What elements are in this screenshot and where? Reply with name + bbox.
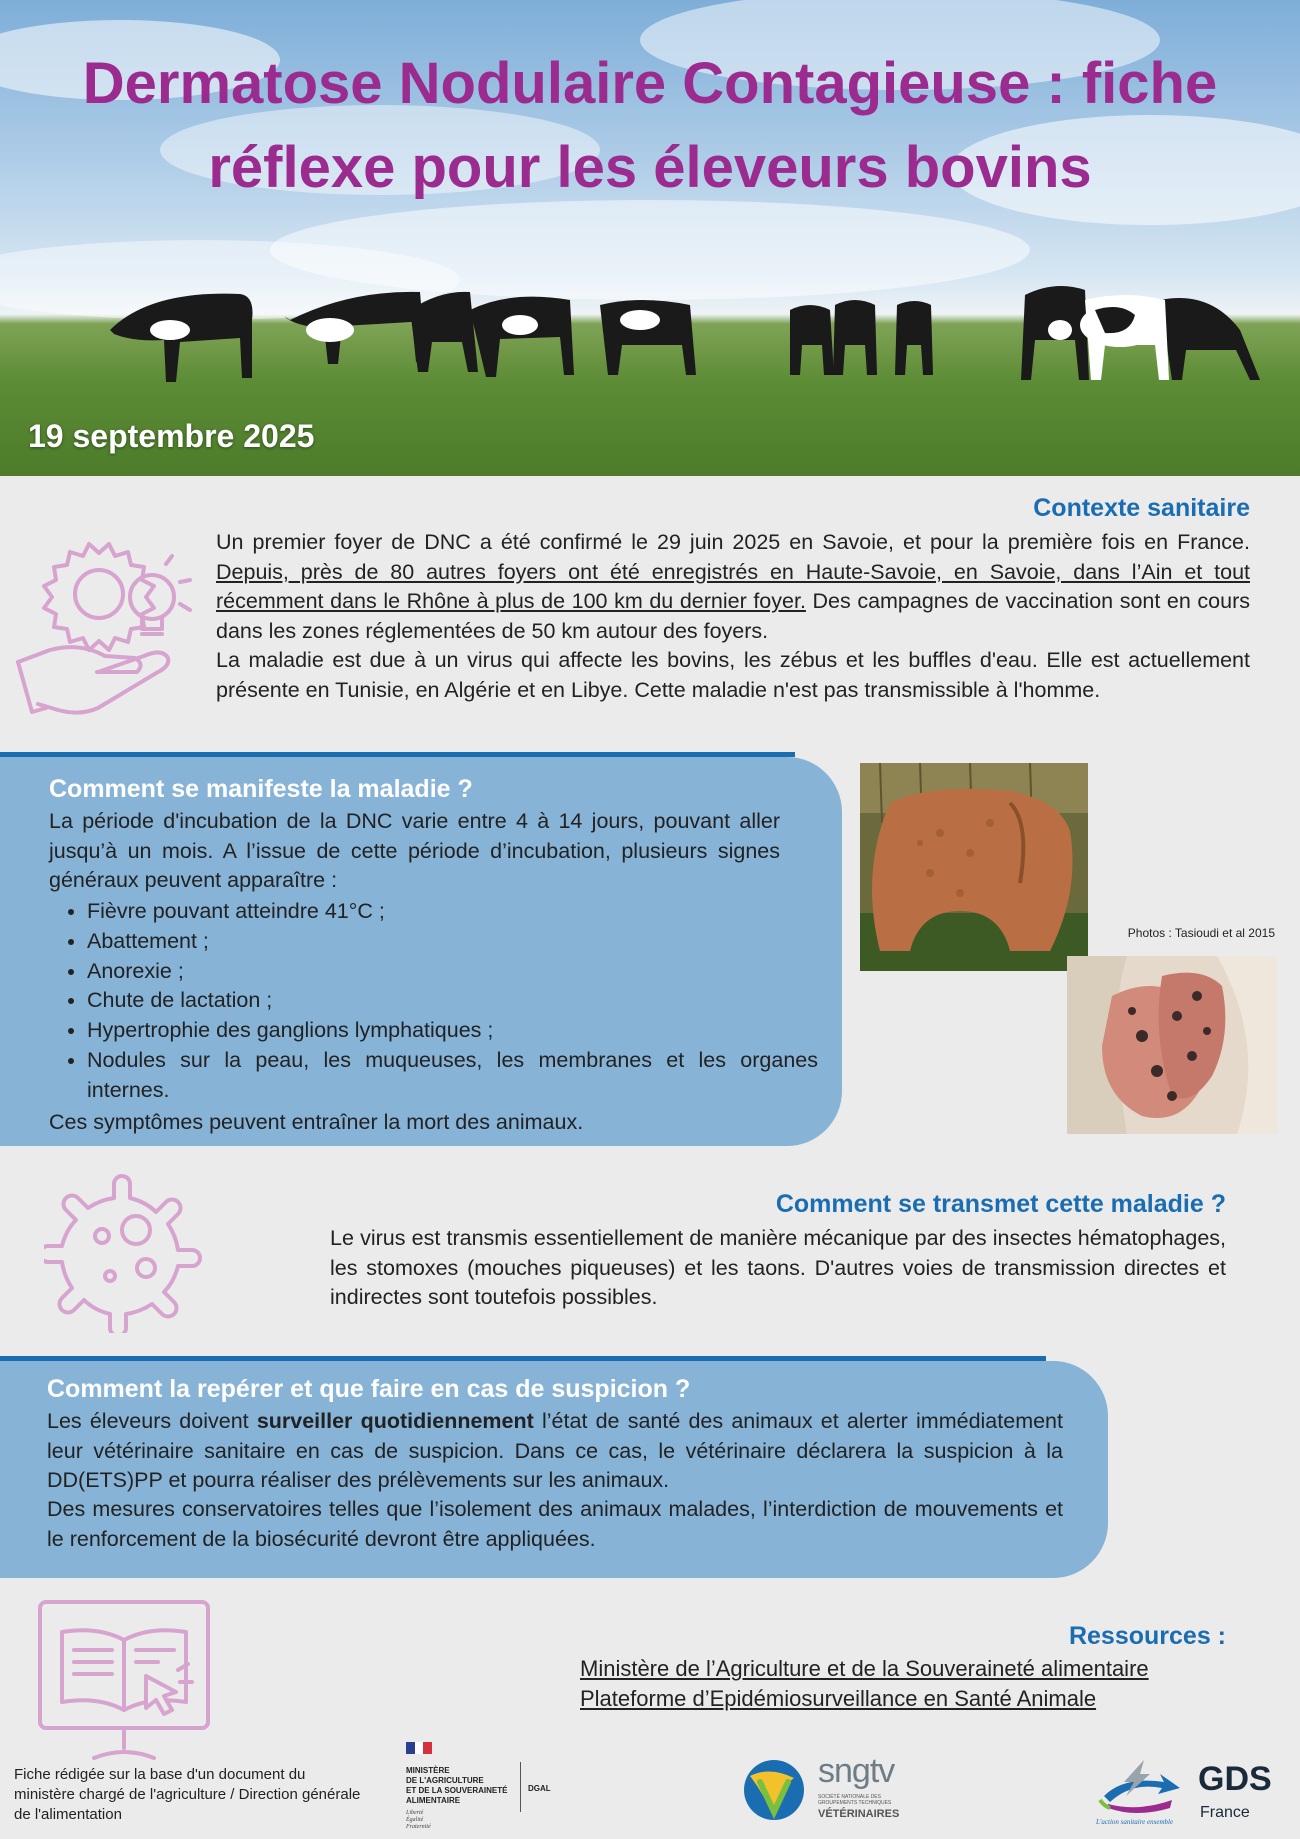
ministry-agriculture-link[interactable]: Ministère de l’Agriculture et de la Souveraineté alimentaire <box>580 1656 1149 1681</box>
gds-arrows-icon <box>1094 1756 1186 1816</box>
manifest-conclusion: Ces symptômes peuvent entraîner la mort des animaux. <box>49 1110 584 1134</box>
symptom-item: • Fièvre pouvant atteindre 41°C ; <box>87 897 818 927</box>
context-text-underlined: Depuis, près de 80 autres foyers ont été enregistrés en Haute-Savoie, en Savoie, dans l’Ain et tout récemment dans le Rhône à plus de 100 km du dernier foyer. <box>216 559 1250 613</box>
suspicion-heading: Comment la repérer et que faire en cas de suspicion ? <box>47 1375 691 1403</box>
ministry-logo <box>404 1742 554 1834</box>
gds-france-logo <box>1094 1756 1294 1834</box>
hero-banner <box>0 0 1300 476</box>
context-text-end: Des campagnes de vaccination sont en cours dans les zones réglementées de 50 km autour des foyers. <box>216 589 1250 643</box>
french-flag-icon <box>406 1742 432 1754</box>
ministry-motto <box>406 1810 431 1831</box>
ministry-line: MINISTÈRE <box>406 1766 450 1775</box>
page-title: Dermatose Nodulaire Contagieuse : fiche réflexe pour les éleveurs bovins <box>82 51 1218 200</box>
book-screen-cursor-icon <box>38 1600 210 1762</box>
symptom-list <box>49 897 818 1106</box>
virus-icon <box>44 1168 209 1333</box>
symptom-item: • Anorexie ; <box>87 957 818 987</box>
symptom-item: • Nodules sur la peau, les muqueuses, les membranes et les organes internes. <box>87 1046 818 1106</box>
photo-credit: Photos : Tasioudi et al 2015 <box>1127 926 1275 940</box>
ministry-line: DE L'AGRICULTURE <box>406 1776 484 1785</box>
motto-line: Liberté <box>406 1810 424 1816</box>
suspicion-paragraph-1 <box>47 1407 1063 1496</box>
manifest-panel <box>0 757 842 1146</box>
ministry-line: ALIMENTAIRE <box>406 1796 461 1805</box>
motto-line: Fraternité <box>406 1824 431 1830</box>
resources-links <box>580 1654 1240 1714</box>
gds-wordmark: GDS <box>1198 1760 1272 1798</box>
skin-nodules-photo <box>1067 956 1277 1134</box>
ministry-name <box>406 1766 508 1806</box>
gear-lightbulb-hand-icon <box>14 522 200 717</box>
sngtv-logo <box>742 1752 912 1827</box>
motto-line: Égalité <box>406 1817 424 1823</box>
dgal-label: DGAL <box>528 1784 551 1793</box>
publication-date: 19 septembre 2025 <box>28 418 315 454</box>
suspicion-paragraph-2: Des mesures conservatoires telles que l’isolement des animaux malades, l’interdiction de mouvements et le renforcement de la biosécurité devront être appliquées. <box>47 1497 1063 1551</box>
context-text-start: Un premier foyer de DNC a été confirmé le 29 juin 2025 en Savoie, et pour la première fois en France. <box>216 530 1250 554</box>
gds-tagline: L'action sanitaire ensemble <box>1096 1818 1174 1826</box>
suspicion-text-bold: surveiller quotidiennement <box>256 1409 534 1433</box>
symptom-item: • Hypertrophie des ganglions lymphatiques ; <box>87 1016 818 1046</box>
gds-france-text: France <box>1200 1804 1250 1821</box>
ministry-line: ET DE LA SOUVERAINETÉ <box>406 1786 508 1795</box>
footer-source-note: Fiche rédigée sur la base d'un document du ministère chargé de l'agriculture / Direction générale de l'alimentation <box>14 1766 361 1823</box>
symptom-item: • Chute de lactation ; <box>87 986 818 1016</box>
context-heading: Contexte sanitaire <box>1033 494 1250 522</box>
esa-platform-link[interactable]: Plateforme d’Epidémiosurveillance en Santé Animale <box>580 1686 1097 1711</box>
symptom-item: • Abattement ; <box>87 927 818 957</box>
suspicion-text-end: l’état de santé des animaux et alerter immédiatement leur vétérinaire sanitaire en cas de suspicion. Dans ce cas, le vétérinaire déclarera la suspicion à la DD(ETS)PP et pourra réaliser des prélèvements sur les animaux. <box>47 1409 1063 1492</box>
sngtv-veterinaires: VÉTÉRINAIRES <box>818 1808 900 1820</box>
suspicion-text-start: Les éleveurs doivent <box>47 1409 257 1433</box>
transmission-heading: Comment se transmet cette maladie ? <box>775 1190 1226 1218</box>
sngtv-wordmark: sngtv <box>818 1752 895 1790</box>
ministry-divider <box>520 1762 521 1812</box>
context-paragraph-1 <box>216 528 1250 646</box>
manifest-intro: La période d'incubation de la DNC varie entre 4 à 14 jours, pouvant aller jusqu’à un mois. A l’issue de cette période d’incubation, plusieurs signes généraux peuvent apparaître : <box>49 809 780 892</box>
transmission-text: Le virus est transmis essentiellement de manière mécanique par des insectes hématophages, les stomoxes (mouches piqueuses) et les taons. D'autres voies de transmission directes et indirectes sont toutefois possibles. <box>330 1226 1226 1309</box>
sngtv-emblem-icon <box>742 1756 806 1822</box>
resources-heading: Ressources : <box>1068 1622 1226 1650</box>
context-paragraph-2: La maladie est due à un virus qui affecte les bovins, les zébus et les buffles d'eau. Elle est actuellement présente en Tunisie, en Algérie et en Libye. Cette maladie n'est pas transmissible à l'homme. <box>216 648 1250 702</box>
sngtv-subtitle: SOCIÉTÉ NATIONALE DES GROUPEMENTS TECHNIQUES <box>818 1794 892 1806</box>
manifest-heading: Comment se manifeste la maladie ? <box>49 775 473 803</box>
suspicion-panel <box>0 1361 1108 1578</box>
cow-back-photo <box>860 763 1088 971</box>
